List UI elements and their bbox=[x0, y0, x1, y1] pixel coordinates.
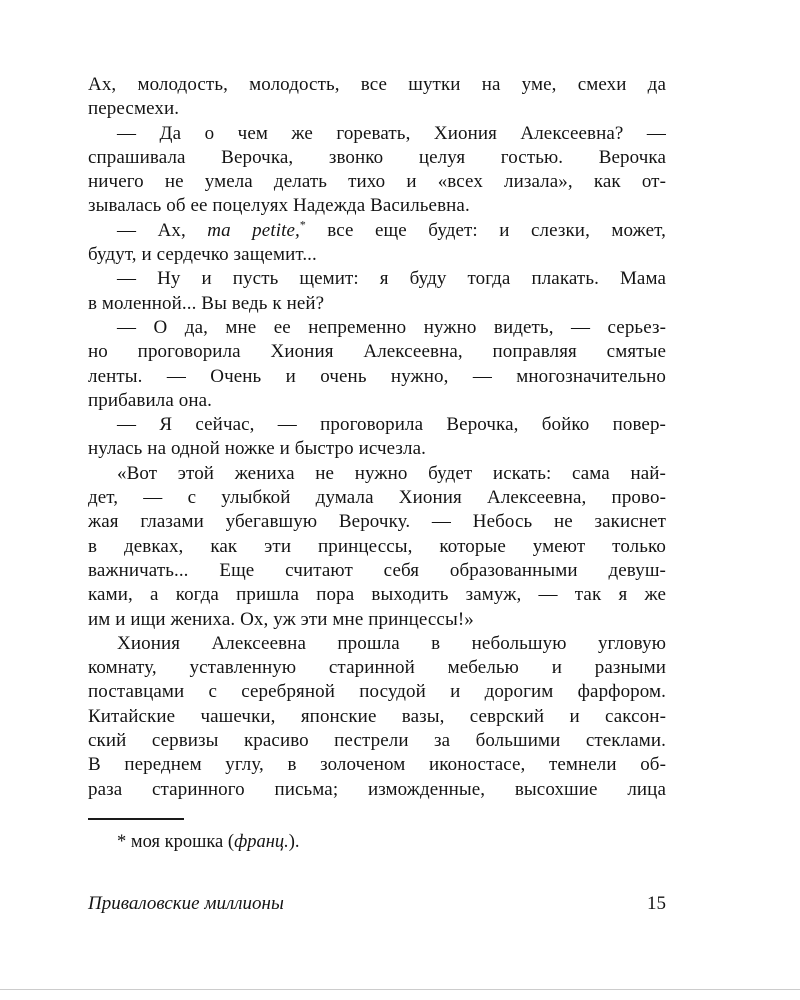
text-line bbox=[88, 437, 666, 461]
italic-text: ma petite, bbox=[207, 219, 300, 241]
footer-page-number: 15 bbox=[647, 893, 666, 914]
text-run: Китайские чашечки, японские вазы, севрский и саксон- bbox=[88, 705, 666, 727]
text-run: ками, а когда пришла пора выходить замуж, — так я же bbox=[88, 584, 666, 606]
text-run: — Ах, bbox=[117, 219, 208, 241]
text-line bbox=[88, 462, 666, 486]
text-line bbox=[88, 73, 666, 97]
text-line bbox=[88, 778, 666, 802]
text-run: в моленной... Вы ведь к ней? bbox=[88, 292, 325, 314]
text-line bbox=[88, 243, 666, 267]
text-line bbox=[88, 486, 666, 510]
footnote-rule bbox=[88, 818, 184, 820]
footer-book-title: Приваловские миллионы bbox=[88, 893, 284, 914]
paragraph bbox=[88, 267, 666, 316]
text-run: жая глазами убегавшую Верочку. — Небось не закиснет bbox=[88, 511, 666, 533]
text-line bbox=[88, 608, 666, 632]
footnote-marker: * bbox=[299, 218, 306, 232]
paragraph bbox=[88, 122, 666, 219]
text-line bbox=[88, 219, 666, 243]
text-run: комнату, уставленную старинной мебелью и разными bbox=[88, 657, 666, 679]
text-line bbox=[88, 365, 666, 389]
running-footer bbox=[88, 893, 666, 915]
text-run: * моя крошка ( bbox=[117, 831, 235, 852]
text-line bbox=[88, 535, 666, 559]
italic-text: франц. bbox=[234, 831, 289, 852]
text-line bbox=[88, 194, 666, 218]
paragraph bbox=[88, 413, 666, 462]
page-bottom-edge bbox=[0, 989, 800, 990]
text-line bbox=[88, 340, 666, 364]
text-run: ). bbox=[288, 831, 300, 852]
text-line bbox=[88, 146, 666, 170]
paragraph bbox=[88, 462, 666, 632]
text-run: пересмехи. bbox=[88, 98, 180, 120]
body-text bbox=[88, 73, 666, 802]
text-run: важничать... Еще считают себя образованными девуш- bbox=[88, 559, 666, 581]
text-line bbox=[88, 267, 666, 291]
text-run: спрашивала Верочка, звонко целуя гостью. Верочка bbox=[88, 146, 666, 168]
text-run: «Вот этой жениха не нужно будет искать: сама най- bbox=[117, 462, 666, 484]
text-line bbox=[88, 656, 666, 680]
text-run: ленты. — Очень и очень нужно, — многозначительно bbox=[88, 365, 666, 387]
text-line bbox=[88, 632, 666, 656]
text-line bbox=[88, 583, 666, 607]
paragraph bbox=[88, 632, 666, 802]
text-run: — Да о чем же горевать, Хиония Алексеевна? — bbox=[117, 122, 666, 144]
text-run: дет, — с улыбкой думала Хиония Алексеевна, прово- bbox=[88, 487, 666, 509]
text-run: раза старинного письма; изможденные, высохшие лица bbox=[88, 778, 666, 800]
text-run: прибавила она. bbox=[88, 389, 212, 411]
text-line bbox=[88, 170, 666, 194]
text-run: — О да, мне ее непременно нужно видеть, — серьез- bbox=[117, 316, 666, 338]
text-line bbox=[88, 559, 666, 583]
text-line bbox=[88, 510, 666, 534]
text-line bbox=[88, 292, 666, 316]
text-line bbox=[88, 122, 666, 146]
text-line bbox=[88, 413, 666, 437]
text-run: ничего не умела делать тихо и «всех лизала», как от- bbox=[88, 171, 666, 193]
paragraph bbox=[88, 73, 666, 122]
text-line bbox=[88, 729, 666, 753]
text-run: Хиония Алексеевна прошла в небольшую угловую bbox=[117, 632, 666, 654]
text-run: нулась на одной ножке и быстро исчезла. bbox=[88, 438, 426, 460]
text-run: зывалась об ее поцелуях Надежда Васильевна. bbox=[88, 195, 470, 217]
footnote-text bbox=[88, 831, 666, 854]
text-line bbox=[88, 705, 666, 729]
text-run: ский сервизы красиво пестрели за большими стеклами. bbox=[88, 730, 666, 752]
footnote-block bbox=[88, 818, 666, 854]
text-line bbox=[88, 389, 666, 413]
text-run: — Я сейчас, — проговорила Верочка, бойко повер- bbox=[117, 414, 666, 436]
text-run: в девках, как эти принцессы, которые умеют только bbox=[88, 535, 666, 557]
text-run: Ах, молодость, молодость, все шутки на уме, смехи да bbox=[88, 74, 666, 95]
text-line bbox=[88, 753, 666, 777]
paragraph bbox=[88, 219, 666, 268]
text-line bbox=[88, 316, 666, 340]
text-line bbox=[88, 680, 666, 704]
text-run: будут, и сердечко защемит... bbox=[88, 244, 317, 266]
text-run: — Ну и пусть щемит: я буду тогда плакать. Мама bbox=[117, 268, 666, 290]
text-run: поставцами с серебряной посудой и дорогим фарфором. bbox=[88, 681, 666, 703]
text-line bbox=[88, 97, 666, 121]
text-run: В переднем углу, в золоченом иконостасе, темнели об- bbox=[88, 754, 666, 776]
text-run: все еще будет: и слезки, может, bbox=[305, 219, 666, 241]
text-run: но проговорила Хиония Алексеевна, поправляя смятые bbox=[88, 341, 666, 363]
text-run: им и ищи жениха. Ох, уж эти мне принцессы!» bbox=[88, 608, 474, 630]
paragraph bbox=[88, 316, 666, 413]
